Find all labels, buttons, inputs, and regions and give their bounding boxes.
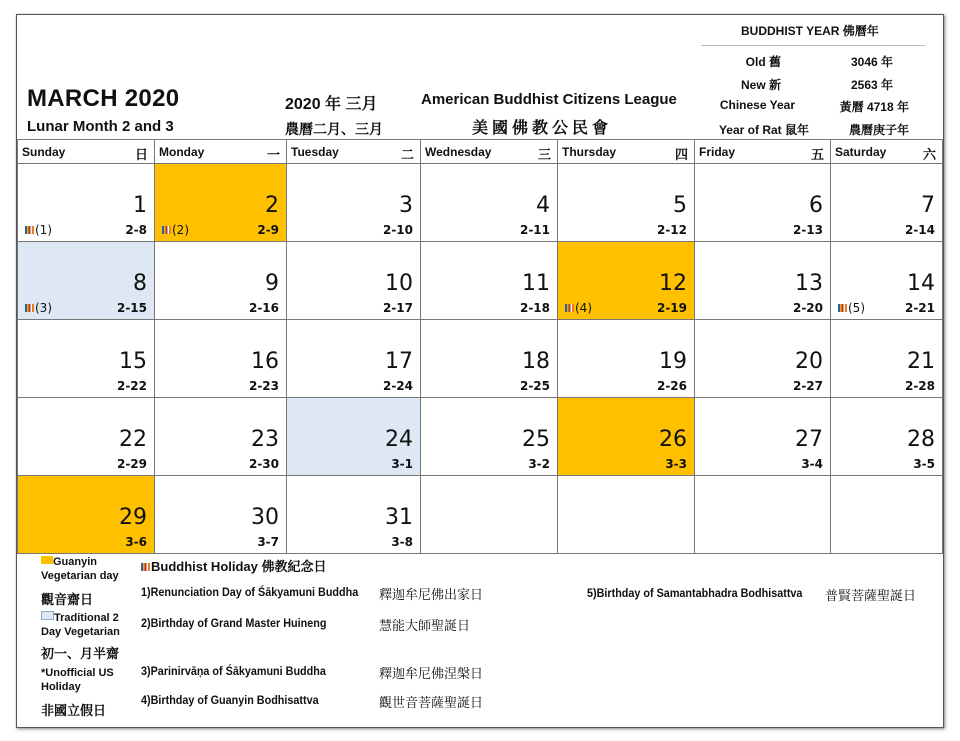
weekday-header: [695, 140, 831, 164]
lunar-date: 3-1: [391, 457, 413, 471]
lunar-date: 3-6: [125, 535, 147, 549]
calendar-day-cell[interactable]: [287, 164, 421, 242]
legend-cn: 非國立假日: [41, 703, 107, 718]
calendar-day-cell[interactable]: [421, 320, 558, 398]
calendar-day-cell[interactable]: [155, 476, 287, 554]
lunar-date: 2-13: [792, 223, 823, 237]
buddhist-year-label: Old 舊: [745, 55, 781, 69]
weekday-en: Wednesday: [425, 144, 492, 159]
weekday-en: Sunday: [22, 144, 66, 159]
holiday-item-cn: 普賢菩薩聖誕日: [825, 588, 917, 603]
lunar-date: 2-16: [248, 301, 279, 315]
chinese-year-value: 黃曆 4718 年: [839, 100, 909, 114]
lunar-date: 2-19: [656, 301, 687, 315]
holiday-marker: [25, 223, 52, 237]
lunar-date: 2-28: [904, 379, 935, 393]
calendar-week-row: [18, 398, 943, 476]
calendar-day-cell[interactable]: [421, 398, 558, 476]
calendar-day-cell[interactable]: [155, 320, 287, 398]
buddhist-flag-icon: [162, 226, 171, 234]
holiday-number: (5): [848, 301, 865, 315]
day-number: 15: [119, 349, 147, 374]
weekday-header: [421, 140, 558, 164]
holiday-item-cn: 慧能大師聖誕日: [379, 618, 471, 633]
legend-guanyin: [41, 556, 97, 568]
zodiac-year-label: Year of Rat 鼠年: [718, 123, 809, 137]
holiday-marker: [565, 301, 592, 315]
holiday-item: 4)Birthday of Guanyin Bodhisattva: [141, 693, 319, 707]
holiday-item: 2)Birthday of Grand Master Huineng: [141, 616, 327, 630]
day-number: 13: [795, 271, 823, 296]
lunar-date: 2-27: [792, 379, 823, 393]
calendar-day-cell[interactable]: [421, 242, 558, 320]
empty-cell: [558, 476, 695, 554]
day-number: 21: [907, 349, 935, 374]
day-number: 2: [265, 193, 279, 218]
buddhist-flag-icon: [565, 304, 574, 312]
lunar-date: 2-20: [792, 301, 823, 315]
lunar-date: 2-23: [248, 379, 279, 393]
buddhist-year-label: New 新: [740, 78, 781, 92]
calendar-week-row: [18, 164, 943, 242]
cn-lunar-months: 農曆二月、三月: [285, 121, 383, 137]
buddhist-year-value: 3046 年: [850, 55, 893, 69]
lunar-date: 2-8: [125, 223, 147, 237]
lunar-date: 2-11: [519, 223, 550, 237]
day-number: 16: [251, 349, 279, 374]
holiday-number: (4): [575, 301, 592, 315]
day-number: 8: [133, 271, 147, 296]
day-number: 7: [921, 193, 935, 218]
day-number: 23: [251, 427, 279, 452]
weekday-cn: 三: [537, 147, 551, 162]
blue-swatch: [41, 611, 54, 620]
weekday-en: Friday: [699, 144, 736, 159]
legend-label: Guanyin: [53, 556, 98, 568]
weekday-cn: 六: [922, 147, 936, 162]
calendar-day-cell[interactable]: [287, 320, 421, 398]
lunar-date: 2-15: [116, 301, 147, 315]
lunar-date: 2-30: [248, 457, 279, 471]
legend-label: Day Vegetarian: [41, 626, 120, 638]
lunar-date: 2-17: [382, 301, 413, 315]
legend: [17, 551, 943, 727]
weekday-cn: 日: [134, 147, 148, 162]
lunar-date: 2-14: [904, 223, 935, 237]
empty-cell: [831, 476, 943, 554]
holiday-item-cn: 觀世音菩薩聖誕日: [379, 695, 484, 710]
day-number: 11: [522, 271, 550, 296]
weekday-header: [155, 140, 287, 164]
buddhist-flag-icon: [25, 226, 34, 234]
day-number: 4: [536, 193, 550, 218]
day-number: 14: [907, 271, 935, 296]
holiday-number: (3): [35, 301, 52, 315]
buddhist-year-value: 2563 年: [850, 78, 893, 92]
lunar-date: 2-22: [116, 379, 147, 393]
day-number: 28: [907, 427, 935, 452]
empty-cell: [421, 476, 558, 554]
holiday-marker: [25, 301, 52, 315]
day-number: 6: [809, 193, 823, 218]
day-number: 20: [795, 349, 823, 374]
legend-cn: 觀音齋日: [41, 592, 94, 607]
calendar-day-cell[interactable]: [287, 242, 421, 320]
cn-year-month: 2020 年 三月: [285, 96, 378, 113]
lunar-date: 3-3: [665, 457, 687, 471]
holiday-number: (2): [172, 223, 189, 237]
page-title: MARCH 2020: [27, 85, 180, 112]
calendar-day-cell[interactable]: [287, 476, 421, 554]
calendar-day-cell[interactable]: [831, 320, 943, 398]
day-number: 22: [119, 427, 147, 452]
page-subtitle: Lunar Month 2 and 3: [27, 118, 174, 135]
day-number: 29: [119, 505, 147, 530]
calendar-day-cell[interactable]: [155, 242, 287, 320]
calendar-day-cell[interactable]: [155, 398, 287, 476]
weekday-cn: 五: [810, 147, 824, 162]
legend-traditional: [41, 611, 119, 624]
calendar-day-cell[interactable]: [695, 320, 831, 398]
lunar-date: 2-9: [257, 223, 279, 237]
buddhist-flag-icon: [141, 563, 150, 571]
lunar-date: 3-5: [913, 457, 935, 471]
calendar-week-row: [18, 320, 943, 398]
weekday-cn: 二: [400, 147, 414, 162]
day-number: 9: [265, 271, 279, 296]
calendar-day-cell[interactable]: [155, 164, 287, 242]
calendar-day-cell[interactable]: [558, 242, 695, 320]
day-number: 10: [385, 271, 413, 296]
calendar-week-row: [18, 476, 943, 554]
calendar-day-cell[interactable]: [695, 242, 831, 320]
lunar-date: 3-7: [257, 535, 279, 549]
lunar-date: 2-26: [656, 379, 687, 393]
calendar-week-row: [18, 242, 943, 320]
lunar-date: 2-24: [382, 379, 413, 393]
lunar-date: 3-8: [391, 535, 413, 549]
weekday-en: Thursday: [562, 144, 617, 159]
day-number: 19: [659, 349, 687, 374]
lunar-date: 3-2: [528, 457, 550, 471]
lunar-date: 2-25: [519, 379, 550, 393]
day-number: 31: [385, 505, 413, 530]
weekday-en: Saturday: [835, 144, 887, 159]
lunar-date: 2-18: [519, 301, 550, 315]
buddhist-flag-icon: [25, 304, 34, 312]
weekday-en: Monday: [159, 144, 205, 159]
calendar-day-cell[interactable]: [695, 398, 831, 476]
legend-label: Holiday: [41, 681, 81, 693]
lunar-date: 2-29: [116, 457, 147, 471]
gold-swatch: [41, 556, 53, 564]
calendar-day-cell[interactable]: [831, 164, 943, 242]
legend-label: *Unofficial US: [41, 667, 114, 679]
calendar-day-cell[interactable]: [558, 164, 695, 242]
empty-cell: [695, 476, 831, 554]
calendar-day-cell[interactable]: [18, 242, 155, 320]
weekday-header-row: [18, 140, 943, 164]
legend-cn: 初一、月半齋: [41, 646, 120, 661]
day-number: 18: [522, 349, 550, 374]
holiday-item: 3)Parinirvāņa of Śākyamuni Buddha: [141, 664, 326, 678]
day-number: 3: [399, 193, 413, 218]
chinese-year-label: Chinese Year: [719, 98, 795, 112]
divider: [701, 45, 925, 46]
lunar-date: 3-4: [801, 457, 823, 471]
calendar-day-cell[interactable]: [831, 398, 943, 476]
weekday-en: Tuesday: [291, 144, 339, 159]
weekday-header: [831, 140, 943, 164]
lunar-date: 2-21: [904, 301, 935, 315]
calendar-day-cell[interactable]: [831, 242, 943, 320]
calendar-day-cell[interactable]: [287, 398, 421, 476]
day-number: 27: [795, 427, 823, 452]
day-number: 17: [385, 349, 413, 374]
buddhist-flag-icon: [838, 304, 847, 312]
org-name: American Buddhist Citizens League: [421, 91, 677, 108]
calendar-day-cell[interactable]: [18, 320, 155, 398]
holiday-title-text: Buddhist Holiday 佛教紀念日: [151, 559, 327, 574]
holiday-item: 5)Birthday of Samantabhadra Bodhisattva: [587, 586, 803, 600]
holiday-item-cn: 釋迦牟尼佛出家日: [379, 587, 484, 602]
buddhist-year-title: BUDDHIST YEAR 佛曆年: [741, 24, 879, 38]
calendar-day-cell[interactable]: [558, 320, 695, 398]
calendar-day-cell[interactable]: [18, 476, 155, 554]
weekday-header: [287, 140, 421, 164]
day-number: 25: [522, 427, 550, 452]
holiday-number: (1): [35, 223, 52, 237]
weekday-header: [18, 140, 155, 164]
calendar-day-cell[interactable]: [695, 164, 831, 242]
calendar-day-cell[interactable]: [18, 164, 155, 242]
holiday-marker: [162, 223, 189, 237]
calendar-day-cell[interactable]: [421, 164, 558, 242]
calendar-page: [16, 14, 944, 728]
day-number: 30: [251, 505, 279, 530]
lunar-date: 2-12: [656, 223, 687, 237]
lunar-date: 2-10: [382, 223, 413, 237]
day-number: 5: [673, 193, 687, 218]
day-number: 24: [385, 427, 413, 452]
calendar-grid: [17, 139, 943, 554]
calendar-day-cell[interactable]: [558, 398, 695, 476]
day-number: 12: [659, 271, 687, 296]
holiday-item: 1)Renunciation Day of Śākyamuni Buddha: [141, 585, 359, 599]
weekday-header: [558, 140, 695, 164]
holiday-title: [141, 556, 327, 575]
calendar-day-cell[interactable]: [18, 398, 155, 476]
legend-label: Vegetarian day: [41, 570, 119, 582]
org-name-cn: 美國佛教公民會: [472, 120, 613, 137]
legend-label: Traditional 2: [54, 612, 119, 624]
holiday-item-cn: 釋迦牟尼佛涅槃日: [379, 666, 484, 681]
day-number: 26: [659, 427, 687, 452]
zodiac-year-value: 農曆庚子年: [848, 123, 909, 137]
day-number: 1: [133, 193, 147, 218]
holiday-marker: [838, 301, 865, 315]
weekday-cn: 四: [674, 147, 688, 162]
weekday-cn: 一: [266, 147, 280, 162]
